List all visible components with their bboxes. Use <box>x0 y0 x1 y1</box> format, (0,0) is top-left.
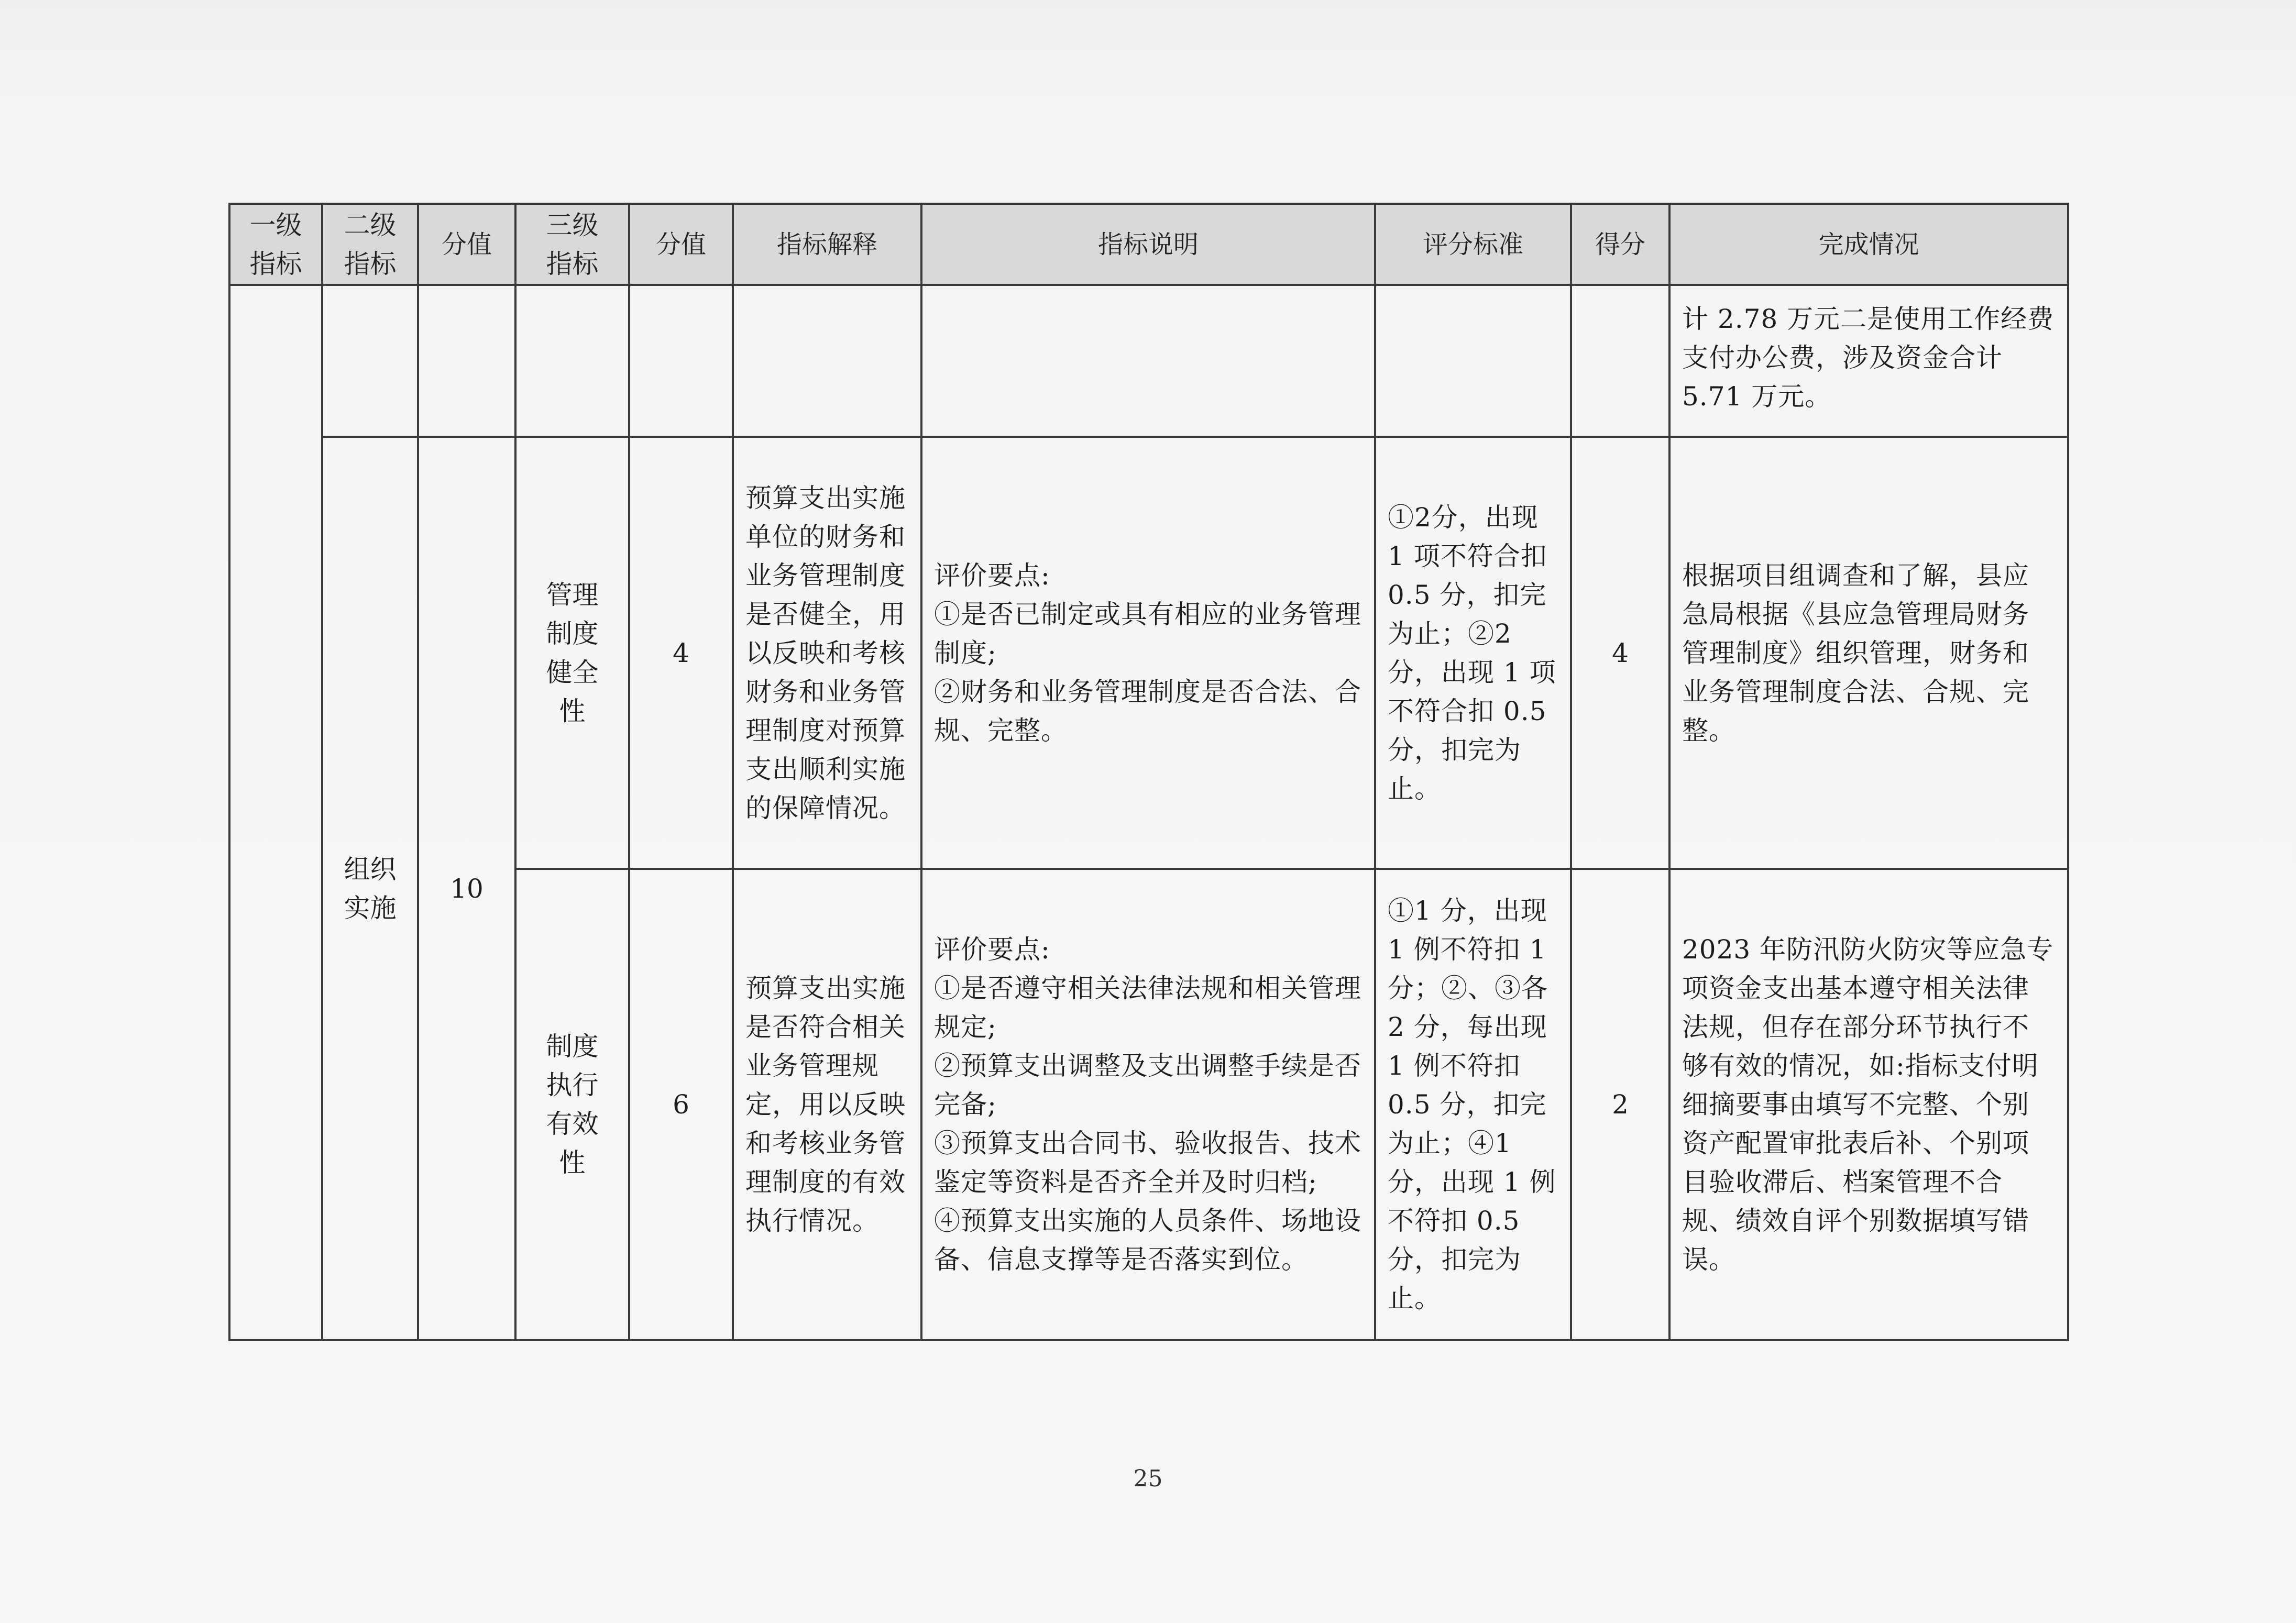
cell-level3 <box>515 869 629 1340</box>
criteria-text: ①2分，出现 1 项不符合扣 0.5 分，扣完为止；②2 分，出现 1 项不符合扣 0.5 分，扣完为止。 <box>1388 502 1556 804</box>
cell-explain-empty <box>733 285 921 437</box>
header-got <box>1571 204 1669 285</box>
header-criteria <box>1375 204 1571 285</box>
cell-explain <box>733 869 921 1340</box>
header-level2-label: 二级 指标 <box>344 209 397 279</box>
header-desc-label: 指标说明 <box>1097 229 1199 259</box>
cell-got <box>1571 869 1669 1340</box>
criteria-text: ①1 分，出现 1 例不符扣 1 分；②、③各 2 分，每出现 1 例不符扣 0.5 分，扣完为止；④1 分，出现 1 例不符扣 0.5 分，扣完为止。 <box>1388 896 1556 1313</box>
cell-score2 <box>629 437 733 869</box>
header-status-label: 完成情况 <box>1818 229 1919 259</box>
header-explain <box>733 204 921 285</box>
header-criteria-label: 评分标准 <box>1422 229 1523 259</box>
table-header-row <box>229 204 2068 285</box>
page-number: 25 <box>1133 1465 1163 1492</box>
header-level3-label: 三级 指标 <box>546 209 599 279</box>
cell-criteria-empty <box>1375 285 1571 437</box>
desc-text: 评价要点: ①是否遵守相关法律法规和相关管理规定; ②预算支出调整及支出调整手续是否完备; ③预算支出合同书、验收报告、技术鉴定等资料是否齐全并及时归档; ④预算支出实施的人员条件、场地设备、信息支撑等是否落实到位。 <box>934 934 1361 1275</box>
cell-level1-empty <box>229 285 322 1340</box>
cell-criteria <box>1375 437 1571 869</box>
table-row <box>229 437 2068 869</box>
cell-status <box>1669 869 2068 1340</box>
cell-score1-group <box>418 437 515 1340</box>
cell-got <box>1571 437 1669 869</box>
header-level1-label: 一级 指标 <box>249 209 302 279</box>
cell-status-carryover <box>1669 285 2068 437</box>
header-score2 <box>629 204 733 285</box>
header-score1-label: 分值 <box>441 229 492 259</box>
header-level3-indicator <box>515 204 629 285</box>
cell-desc-empty <box>921 285 1375 437</box>
header-score2-label: 分值 <box>655 229 706 259</box>
cell-score2-empty <box>629 285 733 437</box>
header-score1 <box>418 204 515 285</box>
cell-level2-empty <box>322 285 418 437</box>
got-value: 2 <box>1612 1089 1629 1120</box>
explain-text: 预算支出实施是否符合相关业务管理规定，用以反映和考核业务管理制度的有效执行情况。 <box>745 973 906 1236</box>
cell-desc <box>921 437 1375 869</box>
group-score-value: 10 <box>450 873 484 904</box>
cell-desc <box>921 869 1375 1340</box>
explain-text: 预算支出实施单位的财务和业务管理制度是否健全，用以反映和考核财务和业务管理制度对预算支出顺利实施的保障情况。 <box>745 482 906 823</box>
header-status <box>1669 204 2068 285</box>
level2-group-label: 组织 实施 <box>344 854 397 923</box>
header-got-label: 得分 <box>1595 229 1645 259</box>
cell-level3 <box>515 437 629 869</box>
status-text: 根据项目组调查和了解，县应急局根据《县应急管理局财务管理制度》组织管理，财务和业务管理制度合法、合规、完整。 <box>1682 560 2029 746</box>
cell-level2-group <box>322 437 418 1340</box>
desc-text: 评价要点: ①是否已制定或具有相应的业务管理制度; ②财务和业务管理制度是否合法、合规、完整。 <box>934 560 1361 746</box>
header-level2-indicator <box>322 204 418 285</box>
level3-label: 制度 执行 有效 性 <box>546 1031 599 1178</box>
cell-score2 <box>629 869 733 1340</box>
cell-explain <box>733 437 921 869</box>
score-value: 6 <box>673 1089 689 1120</box>
cell-got-empty <box>1571 285 1669 437</box>
level3-label: 管理 制度 健全 性 <box>546 579 599 726</box>
evaluation-table <box>228 203 2069 1341</box>
status-carryover-text: 计 2.78 万元二是使用工作经费支付办公费，涉及资金合计 5.71 万元。 <box>1682 304 2055 412</box>
header-desc <box>921 204 1375 285</box>
cell-status <box>1669 437 2068 869</box>
header-explain-label: 指标解释 <box>776 229 877 259</box>
header-level1-indicator <box>229 204 322 285</box>
score-value: 4 <box>673 637 689 668</box>
cell-level3-empty <box>515 285 629 437</box>
got-value: 4 <box>1612 637 1629 668</box>
table-row-carryover <box>229 285 2068 437</box>
cell-criteria <box>1375 869 1571 1340</box>
status-text: 2023 年防汛防火防灾等应急专项资金支出基本遵守相关法律法规，但存在部分环节执行不够有效的情况，如:指标支付明细摘要事由填写不完整、个别资产配置审批表后补、个别项目验收滞后、档案管理不合规、绩效自评个别数据填写错误。 <box>1682 934 2054 1275</box>
cell-score1-empty <box>418 285 515 437</box>
